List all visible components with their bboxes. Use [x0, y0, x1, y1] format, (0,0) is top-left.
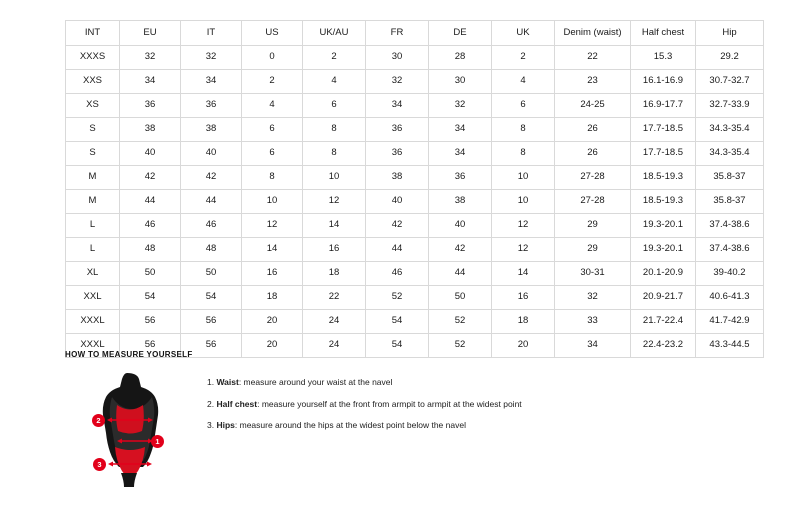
cell-hip: 32.7-33.9 [696, 94, 764, 118]
size-table [65, 20, 764, 358]
cell-de: 38 [429, 190, 492, 214]
cell-fr: 30 [366, 46, 429, 70]
column-header-denim-waist: Denim (waist) [555, 21, 631, 46]
cell-denim-waist: 23 [555, 70, 631, 94]
measure-note-index: 1. [207, 377, 215, 387]
cell-it: 38 [181, 118, 242, 142]
cell-uk: 10 [492, 166, 555, 190]
cell-denim-waist: 22 [555, 46, 631, 70]
mannequin-figure [65, 367, 195, 487]
cell-int: XL [66, 262, 120, 286]
cell-us: 20 [242, 310, 303, 334]
cell-it: 54 [181, 286, 242, 310]
cell-int: XXXL [66, 310, 120, 334]
cell-de: 50 [429, 286, 492, 310]
cell-it: 46 [181, 214, 242, 238]
cell-int: XXXL [66, 334, 120, 358]
cell-uk: 16 [492, 286, 555, 310]
cell-int: XXL [66, 286, 120, 310]
measure-note-text: : measure yourself at the front from armpit to armpit at the widest point [257, 398, 522, 409]
cell-int: XS [66, 94, 120, 118]
column-header-it: IT [181, 21, 242, 46]
cell-hip: 40.6-41.3 [696, 286, 764, 310]
cell-ukau: 10 [303, 166, 366, 190]
cell-half-chest: 17.7-18.5 [631, 118, 696, 142]
table-row [66, 310, 764, 334]
table-row [66, 190, 764, 214]
cell-half-chest: 20.1-20.9 [631, 262, 696, 286]
cell-int: M [66, 190, 120, 214]
cell-ukau: 2 [303, 46, 366, 70]
cell-int: L [66, 214, 120, 238]
cell-ukau: 18 [303, 262, 366, 286]
cell-hip: 34.3-35.4 [696, 118, 764, 142]
cell-hip: 30.7-32.7 [696, 70, 764, 94]
cell-fr: 52 [366, 286, 429, 310]
badge-half-chest: 2 [92, 414, 105, 427]
table-row [66, 70, 764, 94]
cell-uk: 20 [492, 334, 555, 358]
measure-note-hips [207, 420, 522, 431]
cell-hip: 29.2 [696, 46, 764, 70]
measure-instructions [207, 367, 522, 442]
cell-int: L [66, 238, 120, 262]
cell-us: 4 [242, 94, 303, 118]
cell-half-chest: 18.5-19.3 [631, 166, 696, 190]
cell-ukau: 8 [303, 142, 366, 166]
cell-de: 42 [429, 238, 492, 262]
cell-fr: 40 [366, 190, 429, 214]
cell-de: 34 [429, 142, 492, 166]
measure-note-term: Half chest [216, 398, 258, 409]
cell-it: 50 [181, 262, 242, 286]
cell-fr: 38 [366, 166, 429, 190]
column-header-de: DE [429, 21, 492, 46]
column-header-us: US [242, 21, 303, 46]
cell-int: XXXS [66, 46, 120, 70]
cell-eu: 40 [120, 142, 181, 166]
cell-hip: 39-40.2 [696, 262, 764, 286]
cell-it: 36 [181, 94, 242, 118]
cell-de: 52 [429, 310, 492, 334]
column-header-int: INT [66, 21, 120, 46]
cell-eu: 38 [120, 118, 181, 142]
cell-uk: 6 [492, 94, 555, 118]
cell-de: 40 [429, 214, 492, 238]
cell-eu: 44 [120, 190, 181, 214]
table-row [66, 46, 764, 70]
cell-us: 16 [242, 262, 303, 286]
cell-eu: 34 [120, 70, 181, 94]
cell-fr: 54 [366, 310, 429, 334]
cell-de: 52 [429, 334, 492, 358]
cell-fr: 42 [366, 214, 429, 238]
measure-note-term: Hips [216, 420, 235, 431]
cell-fr: 36 [366, 142, 429, 166]
cell-it: 48 [181, 238, 242, 262]
cell-eu: 36 [120, 94, 181, 118]
cell-int: M [66, 166, 120, 190]
cell-fr: 34 [366, 94, 429, 118]
cell-us: 12 [242, 214, 303, 238]
measure-note-text: : measure around the hips at the widest point below the navel [234, 420, 466, 431]
cell-half-chest: 17.7-18.5 [631, 142, 696, 166]
cell-uk: 2 [492, 46, 555, 70]
table-row [66, 118, 764, 142]
measure-note-half-chest [207, 399, 522, 410]
cell-ukau: 4 [303, 70, 366, 94]
measure-note-waist [207, 377, 522, 388]
table-header-row [66, 21, 764, 46]
cell-uk: 8 [492, 118, 555, 142]
table-row [66, 286, 764, 310]
cell-denim-waist: 32 [555, 286, 631, 310]
measure-note-term: Waist [216, 377, 239, 387]
cell-fr: 54 [366, 334, 429, 358]
cell-us: 18 [242, 286, 303, 310]
cell-us: 20 [242, 334, 303, 358]
cell-half-chest: 20.9-21.7 [631, 286, 696, 310]
cell-half-chest: 15.3 [631, 46, 696, 70]
cell-ukau: 8 [303, 118, 366, 142]
how-to-measure-title: HOW TO MEASURE YOURSELF [65, 350, 193, 359]
cell-eu: 42 [120, 166, 181, 190]
column-header-eu: EU [120, 21, 181, 46]
table-row [66, 214, 764, 238]
table-row [66, 262, 764, 286]
cell-ukau: 22 [303, 286, 366, 310]
cell-eu: 32 [120, 46, 181, 70]
cell-uk: 12 [492, 238, 555, 262]
cell-de: 32 [429, 94, 492, 118]
table-row [66, 166, 764, 190]
cell-denim-waist: 27-28 [555, 166, 631, 190]
cell-ukau: 24 [303, 334, 366, 358]
cell-denim-waist: 30-31 [555, 262, 631, 286]
cell-uk: 8 [492, 142, 555, 166]
how-to-measure-body [65, 367, 765, 487]
cell-hip: 35.8-37 [696, 190, 764, 214]
cell-ukau: 6 [303, 94, 366, 118]
cell-it: 42 [181, 166, 242, 190]
cell-uk: 10 [492, 190, 555, 214]
cell-uk: 4 [492, 70, 555, 94]
cell-us: 6 [242, 142, 303, 166]
cell-us: 2 [242, 70, 303, 94]
cell-fr: 44 [366, 238, 429, 262]
cell-hip: 37.4-38.6 [696, 238, 764, 262]
cell-hip: 41.7-42.9 [696, 310, 764, 334]
cell-ukau: 12 [303, 190, 366, 214]
cell-de: 44 [429, 262, 492, 286]
cell-it: 44 [181, 190, 242, 214]
cell-denim-waist: 29 [555, 214, 631, 238]
cell-int: S [66, 118, 120, 142]
cell-fr: 36 [366, 118, 429, 142]
cell-hip: 37.4-38.6 [696, 214, 764, 238]
cell-hip: 43.3-44.5 [696, 334, 764, 358]
cell-half-chest: 16.1-16.9 [631, 70, 696, 94]
cell-it: 56 [181, 310, 242, 334]
cell-uk: 14 [492, 262, 555, 286]
size-table-body [66, 46, 764, 358]
cell-fr: 46 [366, 262, 429, 286]
how-to-measure-section [65, 350, 765, 487]
table-row [66, 238, 764, 262]
cell-eu: 54 [120, 286, 181, 310]
cell-de: 28 [429, 46, 492, 70]
cell-eu: 50 [120, 262, 181, 286]
cell-denim-waist: 29 [555, 238, 631, 262]
cell-de: 36 [429, 166, 492, 190]
cell-int: XXS [66, 70, 120, 94]
cell-hip: 34.3-35.4 [696, 142, 764, 166]
cell-it: 56 [181, 334, 242, 358]
cell-us: 14 [242, 238, 303, 262]
size-table-container [65, 20, 750, 358]
column-header-ukau: UK/AU [303, 21, 366, 46]
table-row [66, 142, 764, 166]
badge-waist: 1 [151, 435, 164, 448]
size-table-head [66, 21, 764, 46]
cell-eu: 56 [120, 334, 181, 358]
cell-us: 10 [242, 190, 303, 214]
measure-note-index: 2. [207, 398, 215, 409]
cell-us: 6 [242, 118, 303, 142]
measure-note-text: : measure around your waist at the navel [238, 377, 393, 387]
cell-it: 40 [181, 142, 242, 166]
cell-half-chest: 19.3-20.1 [631, 214, 696, 238]
cell-denim-waist: 27-28 [555, 190, 631, 214]
cell-half-chest: 21.7-22.4 [631, 310, 696, 334]
cell-de: 30 [429, 70, 492, 94]
cell-us: 0 [242, 46, 303, 70]
cell-us: 8 [242, 166, 303, 190]
cell-half-chest: 19.3-20.1 [631, 238, 696, 262]
column-header-fr: FR [366, 21, 429, 46]
cell-half-chest: 18.5-19.3 [631, 190, 696, 214]
column-header-hip: Hip [696, 21, 764, 46]
cell-half-chest: 16.9-17.7 [631, 94, 696, 118]
cell-eu: 56 [120, 310, 181, 334]
cell-denim-waist: 26 [555, 142, 631, 166]
badge-hips: 3 [93, 458, 106, 471]
column-header-half-chest: Half chest [631, 21, 696, 46]
table-row [66, 94, 764, 118]
cell-eu: 46 [120, 214, 181, 238]
cell-half-chest: 22.4-23.2 [631, 334, 696, 358]
cell-ukau: 16 [303, 238, 366, 262]
cell-denim-waist: 24-25 [555, 94, 631, 118]
cell-eu: 48 [120, 238, 181, 262]
cell-ukau: 14 [303, 214, 366, 238]
cell-it: 32 [181, 46, 242, 70]
cell-it: 34 [181, 70, 242, 94]
cell-de: 34 [429, 118, 492, 142]
cell-hip: 35.8-37 [696, 166, 764, 190]
cell-int: S [66, 142, 120, 166]
cell-denim-waist: 26 [555, 118, 631, 142]
column-header-uk: UK [492, 21, 555, 46]
cell-uk: 12 [492, 214, 555, 238]
cell-fr: 32 [366, 70, 429, 94]
cell-denim-waist: 34 [555, 334, 631, 358]
cell-denim-waist: 33 [555, 310, 631, 334]
measure-note-index: 3. [207, 420, 215, 431]
cell-uk: 18 [492, 310, 555, 334]
cell-ukau: 24 [303, 310, 366, 334]
mannequin-illustration [65, 367, 195, 487]
